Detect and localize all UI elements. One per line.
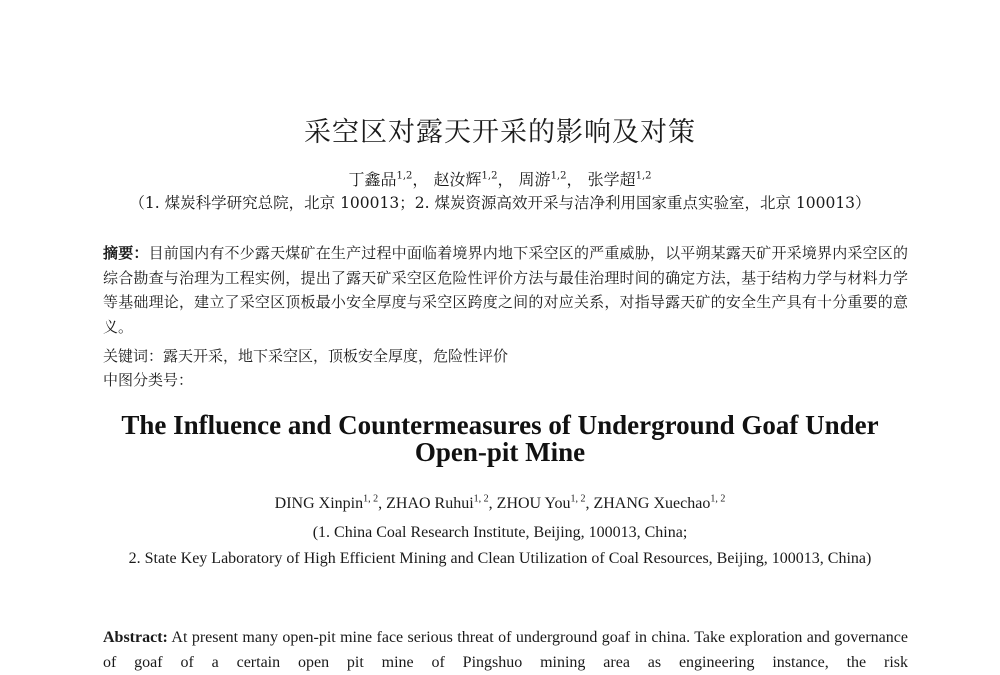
author-affiliation-mark: 1,2 [550, 170, 567, 182]
author-name: DING Xinpin [274, 495, 364, 512]
author-separator: ， [566, 170, 583, 189]
abstract-text: 目前国内有不少露天煤矿在生产过程中面临着境界内地下采空区的严重威胁，以平朔某露天矿开采境界内采空区的综合勘查与治理为工程实例，提出了露天矿采空区危险性评价方法与最佳治理时间的确定方法，基于结构力学与材料力学等基础理论，建立了采空区顶板最小安全厚度与采空区跨度之间的对应关系，对指导露天矿的安全生产具有十分重要的意义。 [103, 244, 908, 336]
author-affiliation-mark: 1, 2 [710, 493, 726, 505]
chinese-authors [0, 167, 1000, 190]
author-name: ZHANG Xuechao [593, 495, 711, 512]
author-affiliation-mark: 1, 2 [363, 493, 379, 505]
abstract-text: At present many open-pit mine face serious threat of underground goaf in china. Take exploration and governance of goaf of a certain open pit mine of Pingshuo mining area as engineering instance, the risk [103, 629, 908, 671]
author-affiliation-mark: 1,2 [635, 170, 652, 182]
english-abstract [103, 625, 908, 675]
abstract-label: 摘要： [103, 244, 149, 262]
english-title [100, 412, 900, 466]
author-name: ZHOU You [496, 495, 571, 512]
keywords-label: 关键词： [103, 347, 164, 365]
author-affiliation-mark: 1, 2 [570, 493, 586, 505]
english-affiliation-2: 2. State Key Laboratory of High Efficient Mining and Clean Utilization of Coal Resources, Beijing, 100013, China) [128, 550, 872, 567]
abstract-label: Abstract: [103, 629, 168, 646]
chinese-affiliation: （1. 煤炭科学研究总院，北京 100013；2. 煤炭资源高效开采与洁净利用国家重点实验室，北京 100013） [129, 194, 871, 212]
chinese-title: 采空区对露天开采的影响及对策 [304, 117, 696, 148]
author-name: ZHAO Ruhui [386, 495, 474, 512]
author-separator: ， [497, 170, 514, 189]
chinese-keywords [103, 345, 508, 366]
author-separator: , [378, 495, 387, 512]
chinese-abstract [103, 241, 908, 339]
author-affiliation-mark: 1,2 [481, 170, 498, 182]
keywords-text: 露天开采，地下采空区，顶板安全厚度，危险性评价 [163, 347, 509, 365]
chinese-classification-number: 中图分类号： [103, 371, 194, 389]
author-name: 周游 [518, 170, 551, 189]
author-separator: , [488, 495, 497, 512]
author-name: 赵汝辉 [433, 170, 482, 189]
author-name: 张学超 [587, 170, 636, 189]
english-title-line-1: The Influence and Countermeasures of Underground Goaf Under [121, 410, 879, 440]
author-separator: ， [412, 170, 429, 189]
author-affiliation-mark: 1,2 [396, 170, 413, 182]
english-authors [0, 495, 1000, 513]
english-title-line-2: Open-pit Mine [414, 437, 586, 467]
author-name: 丁鑫品 [348, 170, 397, 189]
author-affiliation-mark: 1, 2 [473, 493, 489, 505]
english-affiliation-1: (1. China Coal Research Institute, Beijing, 100013, China; [312, 524, 688, 541]
author-separator: , [585, 495, 594, 512]
